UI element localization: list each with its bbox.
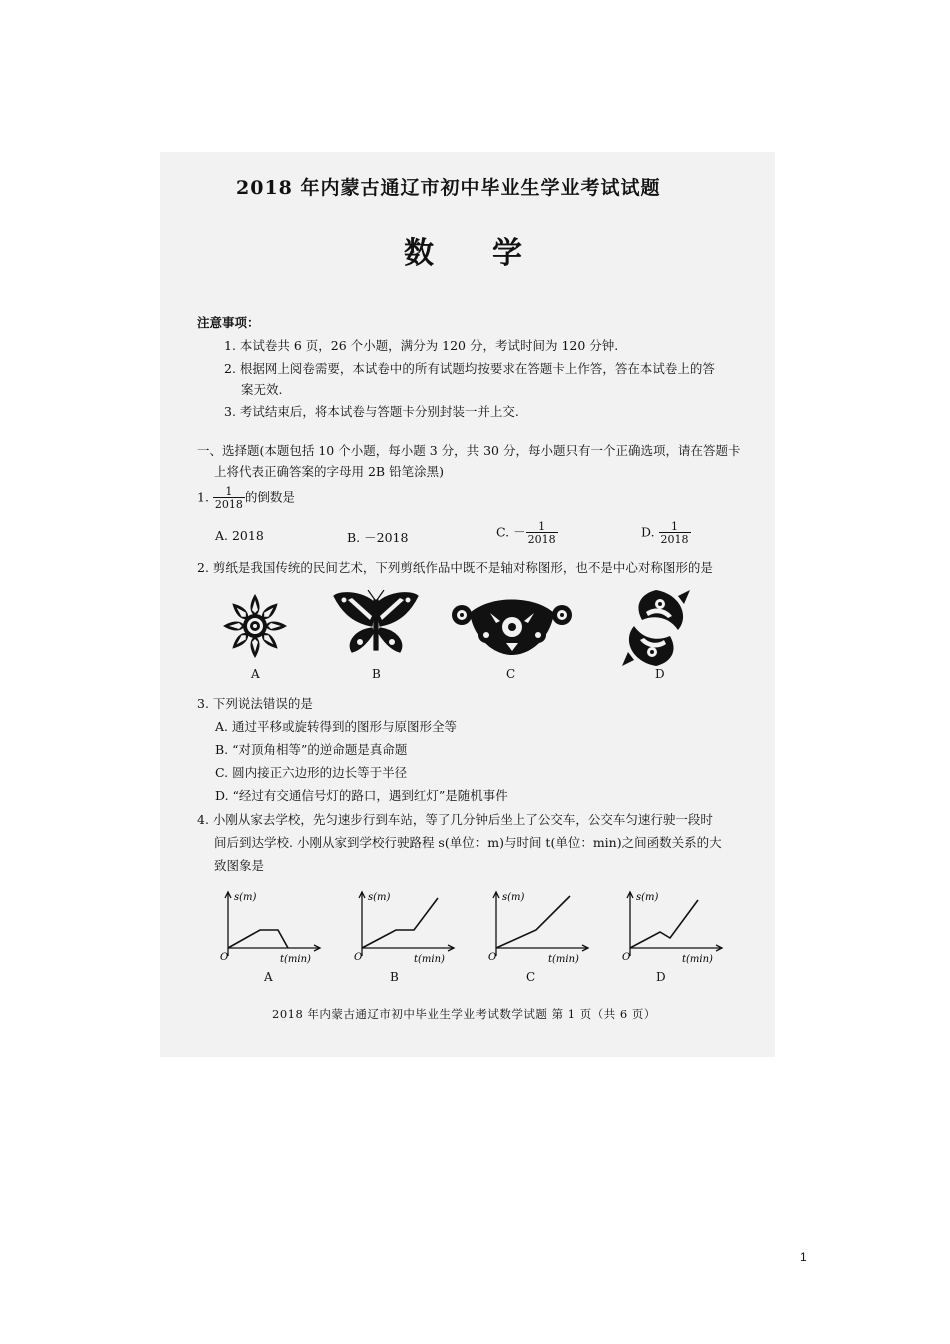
figure-label-b: B [372,667,381,681]
notice-item-2: 2. 根据网上阅卷需要，本试卷中的所有试题均按要求在答题卡上作答，答在本试卷上的答 [224,361,715,376]
y-axis-label: s(m) [234,892,257,903]
y-axis-label: s(m) [636,892,659,903]
question-3-option-a: A. 通过平移或旋转得到的图形与原图形全等 [215,719,457,734]
fish-papercut-icon [620,588,692,668]
graph-c [486,886,596,966]
origin-label: O [354,952,363,963]
figure-label-d: D [655,667,665,681]
question-1-option-a: A. 2018 [215,528,264,543]
graph-label-a: A [264,970,273,984]
butterfly-papercut-icon [330,590,422,662]
origin-label: O [622,952,631,963]
x-axis-label: t(min) [548,954,579,965]
question-3-stem: 3. 下列说法错误的是 [197,696,313,711]
figure-label-a: A [251,667,260,681]
y-axis-label: s(m) [502,892,525,903]
floral-papercut-icon [450,595,574,659]
question-1-stem-text: 的倒数是 [244,489,295,505]
fraction: $\frac{1}{2018}$ [214,485,243,511]
question-4-stem-line1: 4. 小刚从家去学校，先匀速步行到车站，等了几分钟后坐上了公交车，公交车匀速行驶一段时 [197,812,713,827]
graph-d [620,886,730,966]
graph-label-d: D [656,970,666,984]
flower-papercut-icon [221,592,289,660]
notice-heading: 注意事项： [197,315,260,330]
notice-item-3: 3. 考试结束后，将本试卷与答题卡分别封装一并上交. [224,404,519,419]
section1-heading-cont: 上将代表正确答案的字母用 2B 铅笔涂黑) [214,464,444,479]
page-footer: 2018 年内蒙古通辽市初中毕业生学业考试数学试题 第 1 页（共 6 页） [272,1007,656,1021]
question-1-number: 1. [197,489,209,505]
x-axis-label: t(min) [280,954,311,965]
notice-item-2-cont: 案无效. [241,382,283,397]
question-2-stem: 2. 剪纸是我国传统的民间艺术，下列剪纸作品中既不是轴对称图形，也不是中心对称图形的是 [197,560,713,575]
question-3-option-c: C. 圆内接正六边形的边长等于半径 [215,765,408,780]
subject-title: 数学 [404,236,580,271]
graph-a [218,886,328,966]
figure-label-c: C [506,667,516,681]
page-number: 1 [800,1250,807,1264]
origin-label: O [488,952,497,963]
question-3-option-b: B. “对顶角相等”的逆命题是真命题 [215,742,408,757]
question-4-stem-line2: 间后到达学校. 小刚从家到学校行驶路程 s(单位：m)与时间 t(单位：min)之间函数关系的大 [214,835,722,850]
exam-title: 2018 年内蒙古通辽市初中毕业生学业考试试题 [236,177,661,199]
question-4-stem-line3: 致图象是 [214,858,265,873]
question-1-option-d: D. $\frac{1}{2018}$ [641,520,689,546]
graph-label-b: B [390,970,399,984]
question-1-option-b: B. －2018 [347,530,409,545]
x-axis-label: t(min) [682,954,713,965]
y-axis-label: s(m) [368,892,391,903]
origin-label: O [220,952,229,963]
graph-label-c: C [526,970,536,984]
question-1-stem [197,486,295,510]
notice-item-1: 1. 本试卷共 6 页，26 个小题，满分为 120 分，考试时间为 120 分钟. [224,338,619,353]
question-1-option-c: C. － $\frac{1}{2018}$ [496,520,556,546]
x-axis-label: t(min) [414,954,445,965]
section1-heading: 一、选择题(本题包括 10 个小题，每小题 3 分，共 30 分，每小题只有一个正确选项，请在答题卡 [197,443,741,458]
question-3-option-d: D. “经过有交通信号灯的路口，遇到红灯”是随机事件 [215,788,508,803]
graph-b [352,886,462,966]
